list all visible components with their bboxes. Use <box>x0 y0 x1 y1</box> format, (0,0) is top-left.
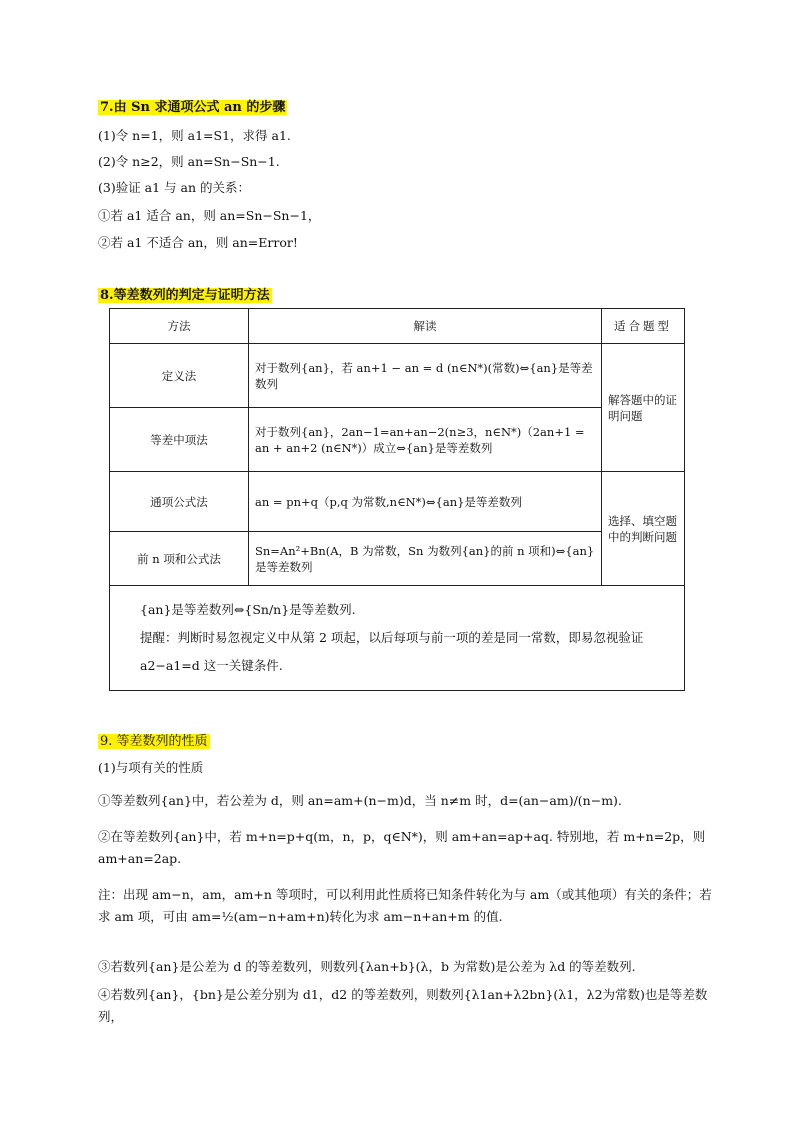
property-3: ③若数列{an}是公差为 d 的等差数列，则数列{λan+b}(λ，b 为常数)是公差为 λd 的等差数列. <box>98 959 636 974</box>
method-name: 前 n 项和公式法 <box>110 532 249 586</box>
property-2: ②在等差数列{an}中，若 m+n=p+q(m，n，p，q∈N*)，则 am+an=ap+aq. 特别地，若 m+n=2p，则 am+an=2ap. <box>98 829 706 866</box>
section7-title: 7.由 Sn 求通项公式 an 的步骤 <box>100 100 286 115</box>
property-4: ④若数列{an}，{bn}是公差分别为 d1，d2 的等差数列，则数列{λ1an+λ2bn}(λ1，λ2为常数)也是等差数列， <box>98 987 708 1024</box>
section8-title: 8.等差数列的判定与证明方法 <box>100 288 270 303</box>
header-desc: 解读 <box>249 309 602 344</box>
section7-step-4: ①若 a1 适合 an，则 an=Sn−Sn−1， <box>98 208 321 223</box>
summary-text: {an}是等差数列⇔{Sn/n}是等差数列. <box>140 602 356 617</box>
section7-step-5: ②若 a1 不适合 an，则 an=Error! <box>98 235 298 250</box>
header-type: 适合题型 <box>602 309 685 344</box>
summary-cell <box>110 586 685 691</box>
table-summary-row <box>110 586 685 691</box>
property-1: ①等差数列{an}中，若公差为 d，则 an=am+(n−m)d，当 n≠m 时，d=(an−am)/(n−m). <box>98 793 622 808</box>
method-name: 等差中项法 <box>110 408 249 472</box>
method-desc: 对于数列{an}，2an−1=an+an−2(n≥3，n∈N*)（2an+1 = an + an+2 (n∈N*)）成立⇔{an}是等差数列 <box>249 408 602 472</box>
table-row <box>110 344 685 408</box>
header-method: 方法 <box>110 309 249 344</box>
method-desc: an = pn+q（p,q 为常数,n∈N*)⇔{an}是等差数列 <box>249 472 602 532</box>
section7-step-1: (1)令 n=1，则 a1=S1，求得 a1. <box>98 128 291 143</box>
method-desc: Sn=An²+Bn(A，B 为常数，Sn 为数列{an}的前 n 项和)⇔{an}是等差数列 <box>249 532 602 586</box>
property-note: 注：出现 am−n，am，am+n 等项时，可以利用此性质将已知条件转化为与 am（或其他项）有关的条件；若求 am 项，可由 am=½(am−n+am+n)转化为求 am−n+an+m 的值. <box>98 887 712 924</box>
method-desc: 对于数列{an}，若 an+1 − an = d (n∈N*)(常数)⇔{an}是等差数列 <box>249 344 602 408</box>
method-name: 通项公式法 <box>110 472 249 532</box>
methods-table <box>109 308 685 691</box>
table-header-row <box>110 309 685 344</box>
section9-heading <box>98 730 210 749</box>
section9-subtitle: (1)与项有关的性质 <box>98 760 204 775</box>
section7-step-2: (2)令 n≥2，则 an=Sn−Sn−1. <box>98 154 280 169</box>
method-name: 定义法 <box>110 344 249 408</box>
section7-heading <box>98 96 287 115</box>
table-row <box>110 408 685 472</box>
table-row <box>110 532 685 586</box>
section7-step-3: (3)验证 a1 与 an 的关系： <box>98 180 251 195</box>
type-cell: 解答题中的证明问题 <box>602 344 685 472</box>
section9-title: 9. 等差数列的性质 <box>100 734 208 749</box>
section8-heading <box>98 284 272 303</box>
reminder-text: 提醒：判断时易忽视定义中从第 2 项起，以后每项与前一项的差是同一常数，即易忽视验证 a2−a1=d 这一关键条件. <box>140 630 644 673</box>
type-cell: 选择、填空题中的判断问题 <box>602 472 685 586</box>
table-row <box>110 472 685 532</box>
